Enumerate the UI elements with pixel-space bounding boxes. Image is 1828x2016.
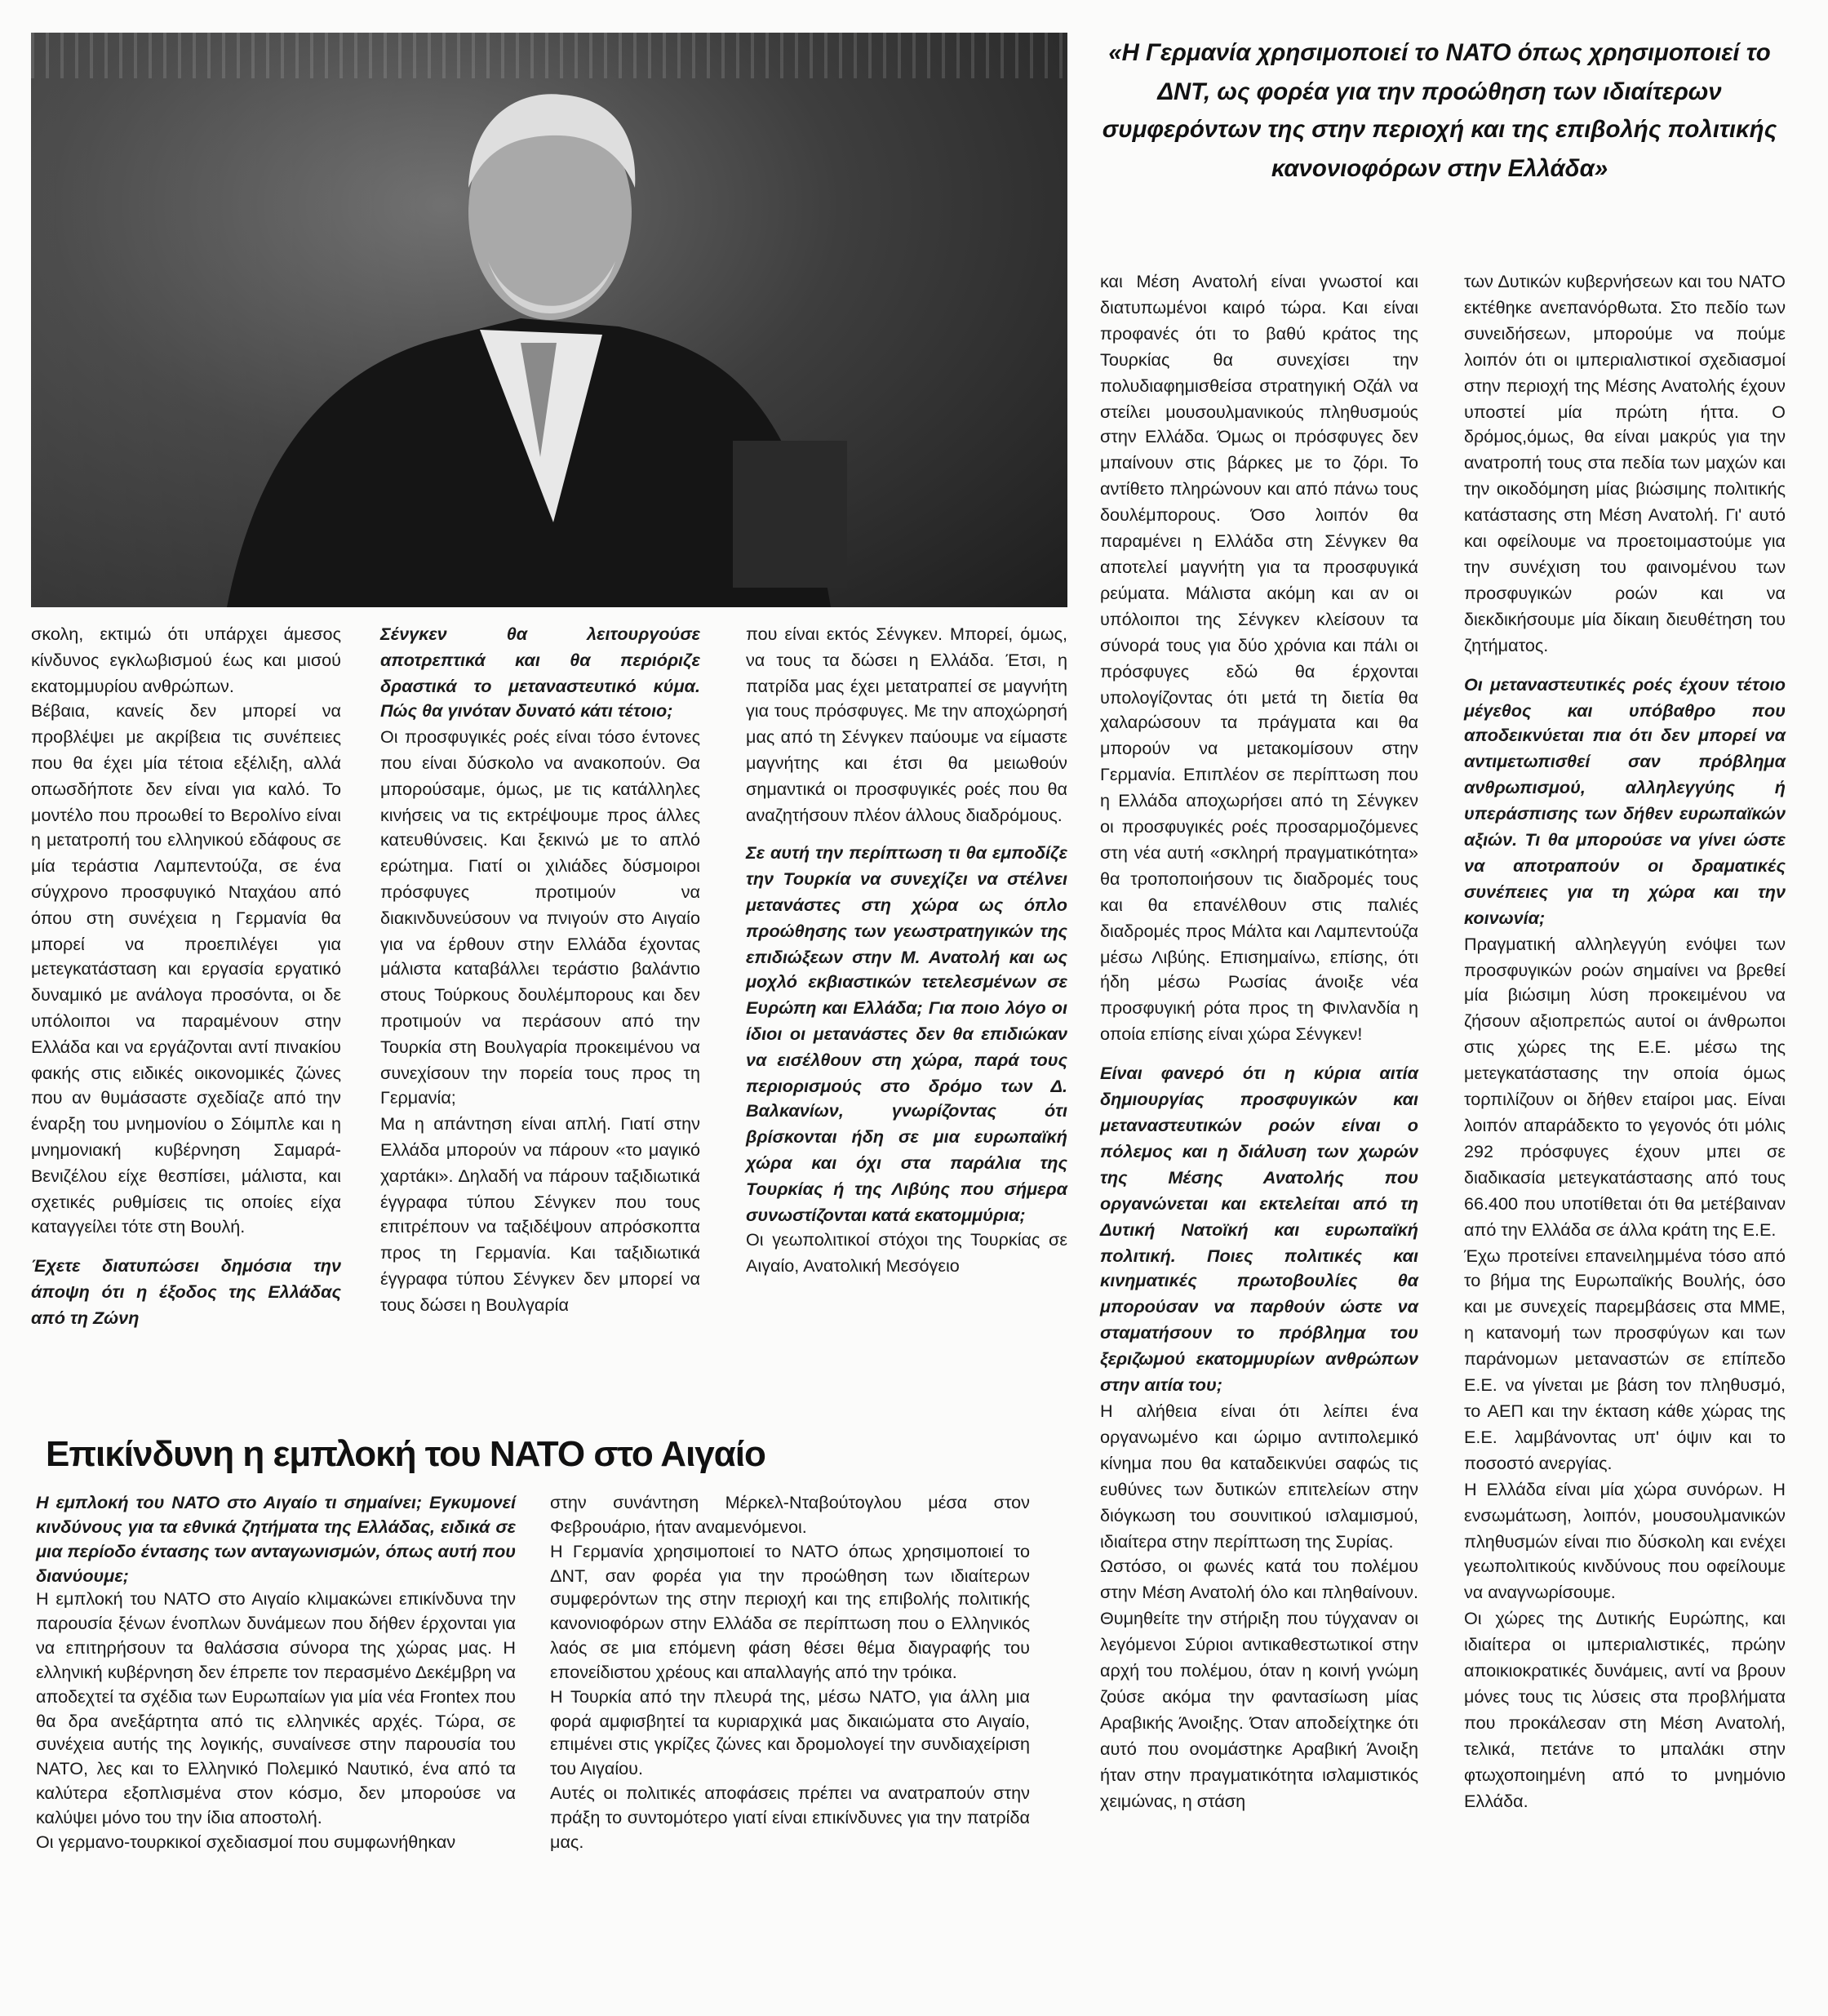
paragraph: Οι χώρες της Δυτικής Ευρώπης, και ιδιαίτερα οι ιμπεριαλιστικές, πρώην αποικιοκρατικές δυνάμεις, αντί να βρουν μόνες τους τις λύσεις στα προβλήματα που προκάλεσαν στη Μέση Ανατολή, τελικά, πετάνε το μπαλάκι στην φτωχοποιημένη από το μνημόνιο Ελλάδα. (1464, 1610, 1786, 1812)
interview-question: Είναι φανερό ότι η κύρια αιτία δημιουργίας προσφυγικών και μεταναστευτικών ροών είναι ο πόλεμος και η διάλυση των χωρών της Μέσης Ανατολής που οργανώνεται και εκτελείται από τη Δυτική Νατοϊκή και ευρωπαϊκή πολιτική. Ποιες πολιτικές και κινηματικές πρωτοβουλίες θα μπορούσαν να παρθούν ώστε να σταματήσουν το πρόβλημα του ξεριζωμού εκατομμυρίων ανθρώπων στην αιτία του; (1100, 1064, 1418, 1397)
interview-question: Η εμπλοκή του ΝΑΤΟ στο Αιγαίο τι σημαίνει; Εγκυμονεί κινδύνους για τα εθνικά ζητήματα της Ελλάδας, ειδικά σε μια περίοδο έντασης των ανταγωνισμών, όπως αυτή που διανύουμε; (36, 1494, 517, 1587)
paragraph: Η Ελλάδα είναι μία χώρα συνόρων. Η ενσωμάτωση, λοιπόν, μουσουλμανικών πληθυσμών είναι πιο δύσκολη και ενέχει γεωπολιτικούς κινδύνους που οφείλουμε να αναγνωρίσουμε. (1464, 1480, 1786, 1604)
paragraph: Η αλήθεια είναι ότι λείπει ένα οργανωμένο και ώριμο αντιπολεμικό κίνημα που θα καταδεικνύει σαφώς τις ευθύνες των δυτικών επιτελείων στην διόγκωση του σουνιτικού ισλαμισμού, ιδιαίτερα στην περίπτωση της Συρίας. (1100, 1401, 1418, 1552)
nato-box-left-column (36, 1492, 516, 1855)
column-5 (1464, 271, 1786, 1816)
column-1 (31, 624, 341, 1333)
paragraph: Η εμπλοκή του ΝΑΤΟ στο Αιγαίο κλιμακώνει επικίνδυνα την παρουσία ξένων ένοπλων δυνάμεων που δήθεν έρχονται για να επιτηρήσουν τα θαλάσσια σύνορα της χώρας μας. Η ελληνική κυβέρνηση δεν έπρεπε τον περασμένο Δεκέμβρη να αποδεχτεί τα σχέδια των Ευρωπαίων για μία νέα Frontex που θα δρα ανεξάρτητα από τις ελληνικές αρχές. Τώρα, σε συνέχεια αυτής της λογικής, συναίνεσε στην παρουσία του ΝΑΤΟ, λες και το Ελληνικό Πολεμικό Ναυτικό, ένα από τα καλύτερα εξοπλισμένα στον κόσμο, δεν μπορούσε να καλύψει μόνο του την ίδια αποστολή. (36, 1590, 516, 1828)
paragraph: των Δυτικών κυβερνήσεων και του ΝΑΤΟ εκτέθηκε ανεπανόρθωτα. Στο πεδίο των συνειδήσεων, μπορούμε να πούμε λοιπόν ότι οι ιμπεριαλιστικοί σχεδιασμοί στην περιοχή της Μέσης Ανατολής έχουν υποστεί μία πρώτη ήττα. Ο δρόμος,όμως, θα είναι μακρύς για την ανατροπή τους στα πεδία των μαχών και την οικοδόμηση μίας βιώσιμης πολιτικής κατάστασης στη Μέση Ανατολή. Γι' αυτό και οφείλουμε να προετοιμαστούμε για την συνέχιση του φαινομένου των προσφυγικών ροών και να διεκδικήσουμε μία δίκαιη διευθέτηση του ζητήματος. (1464, 273, 1786, 656)
paragraph: που είναι εκτός Σένγκεν. Μπορεί, όμως, να τους τα δώσει η Ελλάδα. Έτσι, η πατρίδα μας έχει μετατραπεί σε μαγνήτη για τους πρόσφυγες. Με την αποχώρησή μας από τη Σένγκεν παύουμε να είμαστε μαγνήτης και έτσι θα μειωθούν σημαντικά οι προσφυγικές ροές που θα αναζητήσουν πλέον άλλους διαδρόμους. (746, 625, 1067, 826)
section-headline: Επικίνδυνη η εμπλοκή του ΝΑΤΟ στο Αιγαίο (46, 1433, 765, 1474)
paragraph: και Μέση Ανατολή είναι γνωστοί και διατυπωμένοι καιρό τώρα. Και είναι προφανές ότι το βαθύ κράτος της Τουρκίας θα συνεχίσει την πολυδιαφημισθείσα στρατηγική Οζάλ να στείλει μουσουλμανικούς πληθυσμούς στην Ελλάδα. Όμως οι πρόσφυγες δεν μπαίνουν στις βάρκες με το ζόρι. Το αντίθετο πληρώνουν και από πάνω τους δουλέμπορους. Όσο λοιπόν θα παραμένει η Ελλάδα στη Σένγκεν θα αποτελεί μαγνήτη για τα προσφυγικά ρεύματα. Μάλιστα ακόμη και αν οι υπόλοιποι της Σένγκεν κλείσουν τα σύνορά τους για δύο χρόνια και πάλι οι πρόσφυγες εδώ θα έρχονται υπολογίζοντας ότι μετά τη διετία θα χαλαρώσουν τα πράγματα και θα μπορούν να μετακομίσουν στην Γερμανία. Επιπλέον σε περίπτωση που η Ελλάδα αποχωρήσει από τη Σένγκεν οι προσφυγικές ροές προσαρμοζόμενες στη νέα αυτή «σκληρή πραγματικότητα» θα τροποποιήσουν τις διαδρομές τους και θα επανέλθουν στις παλιές διαδρομές προς Μάλτα και Λαμπεντούζα μέσω Λιβύης. Επισημαίνω, επίσης, ότι ήδη μέσω Ρωσίας άνοιξε νέα προσφυγική ρότα προς τη Φινλανδία η οποία επίσης είναι χώρα Σένγκεν! (1100, 273, 1418, 1046)
column-3 (746, 624, 1067, 1281)
paragraph: Ωστόσο, οι φωνές κατά του πολέμου στην Μέση Ανατολή όλο και πληθαίνουν. Θυμηθείτε την στήριξη που τύγχαναν οι λεγόμενοι Σύριοι αντικαθεστωτικοί στην αρχή του πολέμου, όταν η κοινή γνώμη ζούσε ακόμα την φαντασίωση μίας Αραβικής Άνοιξης. Όταν αποδείχτηκε ότι αυτό που ονομάστηκε Αραβική Άνοιξη ήταν στην πραγματικότητα ισλαμιστικός χειμώνας, η στάση (1100, 1557, 1418, 1812)
interview-question: Οι μεταναστευτικές ροές έχουν τέτοιο μέγεθος και υπόβαθρο που αποδεικνύεται πια ότι δεν μπορεί να αντιμετωπισθεί σαν πρόβλημα ανθρωπισμού, αλληλεγγύης ή υπεράσπισης των δήθεν ευρωπαϊκών αξιών. Τι θα μπορούσε να γίνει ώστε να αποτραπούν οι δραματικές συνέπειες για τη χώρα και την κοινωνία; (1464, 675, 1786, 929)
paragraph: Βέβαια, κανείς δεν μπορεί να προβλέψει με ακρίβεια τις συνέπειες που θα έχει μία τέτοια εξέλιξη, αλλά οπωσδήποτε δεν είναι για καλό. Το μοντέλο που προωθεί το Βερολίνο είναι η μετατροπή του ελληνικού εδάφους σε μία τεράστια Λαμπεντούζα, σε ένα σύγχρονο προσφυγικό Νταχάου από όπου στη συνέχεια η Γερμανία θα μπορεί να προεπιλέγει για μετεγκατάσταση και εργασία εργατικό δυναμικό με ανάλογα προσόντα, οι δε υπόλοιποι να παραμένουν στην Ελλάδα και να εργάζονται αντί πινακίου φακής στις ειδικές οικονομικές ζώνες που αν θυμάσαστε σχεδίαζε από την έναρξη του μνημονίου ο Σόιμπλε και η μνημονιακή κυβέρνηση Σαμαρά-Βενιζέλου είχε θεσπίσει, μάλιστα, και σχετικές ρυθμίσεις τις οποίες είχα καταγγείλει τότε στη Βουλή. (31, 702, 341, 1238)
speaker-photo (31, 33, 1067, 607)
paragraph: Η Γερμανία χρησιμοποιεί το ΝΑΤΟ όπως χρησιμοποιεί το ΔΝΤ, σαν φορέα για την προώθηση των ιδιαίτερων συμφερόντων της στην περιοχή και της επιβολής πολιτικής κανονιοφόρων στην Ελλάδα σε περίπτωση που ο Ελληνικός λαός σε μια επόμενη φάση θέσει θέμα διαγραφής του επονείδιστου χρέους και απαλλαγής από την τρόικα. (550, 1542, 1030, 1683)
paragraph: Πραγματική αλληλεγγύη ενόψει των προσφυγικών ροών σημαίνει να βρεθεί μία βιώσιμη λύση προκειμένου να ζήσουν αξιοπρεπώς αυτοί οι άνθρωποι στις χώρες της Ε.Ε. μέσω της μετεγκατάστασης την οποία όμως τορπιλίζουν οι δήθεν εταίροι μας. Είναι λοιπόν απαράδεκτο το γεγονός ότι μόλις 292 πρόσφυγες έχουν μπει σε διαδικασία μετεγκατάστασης από τους 66.400 που υποτίθεται ότι θα μετέβαιναν από την Ελλάδα σε άλλα κράτη της Ε.Ε. (1464, 935, 1786, 1241)
interview-question: Έχετε διατυπώσει δημόσια την άποψη ότι η έξοδος της Ελλάδας από τη Ζώνη (31, 1257, 341, 1329)
paragraph: στην συνάντηση Μέρκελ-Νταβούτογλου μέσα στον Φεβρουάριο, ήταν αναμενόμενοι. (550, 1494, 1030, 1538)
paragraph: Αυτές οι πολιτικές αποφάσεις πρέπει να ανατραπούν στην πράξη το συντομότερο γιατί είναι επικίνδυνες για την πατρίδα μας. (550, 1784, 1030, 1853)
pull-quote: «Η Γερμανία χρησιμοποιεί το ΝΑΤΟ όπως χρησιμοποιεί το ΔΝΤ, ως φορέα για την προώθηση των ιδιαίτερων συμφερόντων της στην περιοχή και της επιβολής πολιτικής κανονιοφόρων στην Ελλάδα» (1102, 41, 1777, 183)
nato-box-right-column (550, 1492, 1030, 1855)
paragraph: Μα η απάντηση είναι απλή. Γιατί στην Ελλάδα μπορούν να πάρουν «το μαγικό χαρτάκι». Δηλαδή να πάρουν ταξιδιωτικά έγγραφα τύπου Σένγκεν που τους επιτρέπουν να ταξιδέψουν απρόσκοπτα προς τη Γερμανία. Και ταξιδιωτικά έγγραφα τύπου Σένγκεν δεν μπορεί να τους δώσει η Βουλγαρία (380, 1115, 700, 1316)
column-4 (1100, 271, 1418, 1816)
paragraph: σκολη, εκτιμώ ότι υπάρχει άμεσος κίνδυνος εγκλωβισμού έως και μισού εκατομμυρίου ανθρώπων. (31, 625, 341, 697)
column-2 (380, 624, 700, 1320)
paragraph: Οι προσφυγικές ροές είναι τόσο έντονες που είναι δύσκολο να ανακοπούν. Θα μπορούσαμε, όμως, με τις κατάλληλες κινήσεις να τις εκτρέψουμε προς άλλες κατευθύνσεις. Και ξεκινώ με το απλό ερώτημα. Γιατί οι χιλιάδες δύσμοιροι πρόσφυγες προτιμούν να διακινδυνεύσουν να πνιγούν στο Αιγαίο για να έρθουν στην Ελλάδα έχοντας μάλιστα καταβάλλει τεράστιο βαλάντιο στους Τούρκους δουλέμπορους και δεν προτιμούν να περάσουν από την Τουρκία στη Βουλγαρία προκειμένου να συνεχίσουν την πορεία τους προς τη Γερμανία; (380, 728, 700, 1109)
interview-question: Σε αυτή την περίπτωση τι θα εμποδίζε την Τουρκία να συνεχίζει να στέλνει μετανάστες στη χώρα ως όπλο προώθησης των γεωστρατηγικών της επιδιώξεων στην Μ. Ανατολή και ως μοχλό εκβιαστικών τετελεσμένων σε Ευρώπη και Ελλάδα; Για ποιο λόγο οι ίδιοι οι μετανάστες δεν θα επιδιώκαν να εισέλθουν στη χώρα, παρά τους περιορισμούς στο δρόμο των Δ. Βαλκανίων, γνωρίζοντας ότι βρίσκονται ήδη σε μια ευρωπαϊκή χώρα και όχι στα παράλια της Τουρκίας ή της Λιβύης που σήμερα συνωστίζονται κατά εκατομμύρια; (746, 844, 1067, 1226)
interview-question: Σένγκεν θα λειτουργούσε αποτρεπτικά και θα περιόριζε δραστικά το μεταναστευτικό κύμα. Πώς θα γινόταν δυνατό κάτι τέτοιο; (380, 625, 700, 722)
speaker-silhouette (31, 33, 1067, 607)
paragraph: Η Τουρκία από την πλευρά της, μέσω ΝΑΤΟ, για άλλη μια φορά αμφισβητεί τα κυριαρχικά μας δικαιώματα στο Αιγαίο, επιμένει στις γκρίζες ζώνες και δρομολογεί την συνδιαχείριση του Αιγαίου. (550, 1687, 1030, 1780)
paragraph: Οι γεωπολιτικοί στόχοι της Τουρκίας σε Αιγαίο, Ανατολική Μεσόγειο (746, 1231, 1067, 1277)
paragraph: Έχω προτείνει επανειλημμένα τόσο από το βήμα της Ευρωπαϊκής Βουλής, όσο και με συνεχείς παρεμβάσεις στα ΜΜΕ, η κατανομή των προσφύγων και των παράνομων μεταναστών σε επίπεδο Ε.Ε. να γίνεται με βάση τον πληθυσμό, το ΑΕΠ και την έκταση κάθε χώρας της Ε.Ε. λαμβάνοντας υπ' όψιν και το ποσοστό ανεργίας. (1464, 1246, 1786, 1474)
paragraph: Οι γερμανο-τουρκικοί σχεδιασμοί που συμφωνήθηκαν (36, 1832, 456, 1853)
